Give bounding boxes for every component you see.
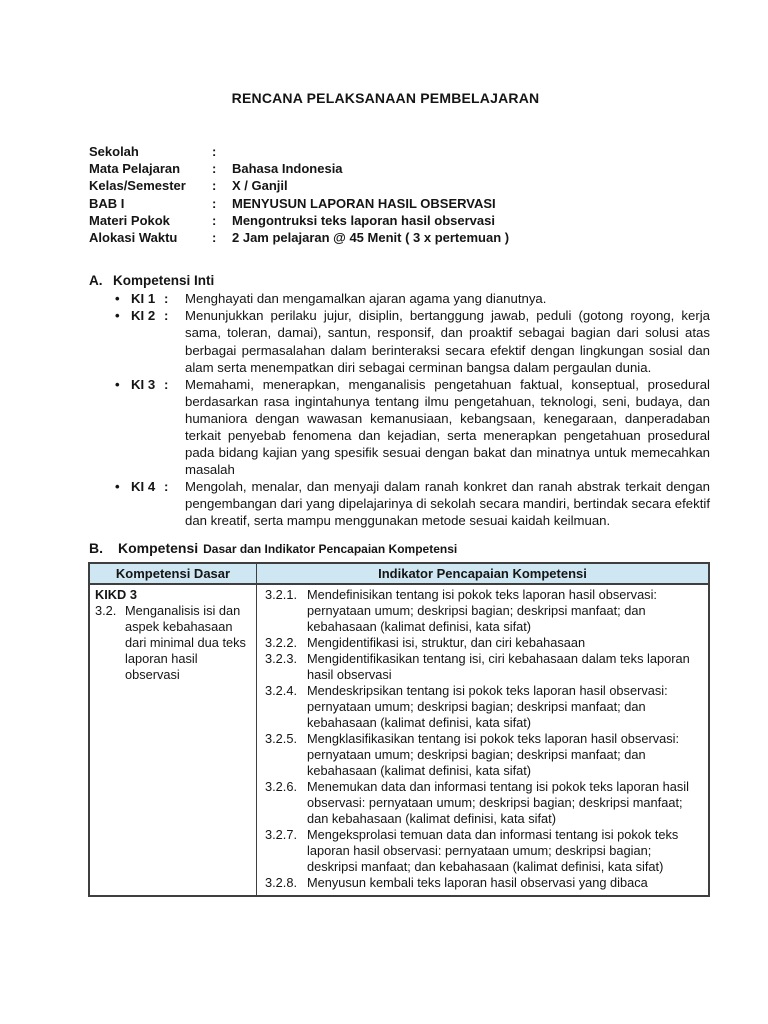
info-label: Mata Pelajaran [89, 161, 181, 177]
indicator-item-5 [261, 731, 704, 779]
table-body-row [89, 584, 709, 896]
kompetensi-dasar-cell [89, 584, 257, 896]
indicator-number: 3.2.1. [265, 586, 298, 602]
bullet-icon: • [115, 308, 120, 324]
ki-colon: : [164, 291, 169, 307]
indicator-text: Menyusun kembali teks laporan hasil observasi yang dibaca [307, 874, 648, 890]
indicator-text: Mengidentifikasi isi, struktur, dan ciri kebahasaan [307, 634, 586, 650]
bullet-icon: • [115, 291, 120, 307]
bullet-icon: • [115, 376, 120, 392]
kd-item [95, 603, 252, 683]
section-kompetensi-dasar [89, 540, 710, 897]
info-row-materi-pokok [89, 212, 710, 229]
info-colon: : [212, 178, 217, 194]
indicator-number: 3.2.7. [265, 826, 298, 842]
indicator-number: 3.2.2. [265, 634, 298, 650]
info-colon: : [212, 161, 217, 177]
ki-colon: : [164, 308, 169, 324]
indicator-item-6 [261, 779, 704, 827]
indicator-number: 3.2.4. [265, 682, 298, 698]
indicator-text: Mengklasifikasikan tentang isi pokok teks laporan hasil observasi: pernyataan umum; deskripsi bagian; deskripsi manfaat; dan kebahasaan (kalimat definisi, kata sifat) [307, 730, 680, 778]
indicator-text: Mendeskripsikan tentang isi pokok teks laporan hasil observasi: pernyataan umum; deskripsi bagian; deskripsi manfaat; dan kebahasaan (kalimat definisi, kata sifat) [307, 682, 668, 730]
section-letter: A. [89, 273, 103, 289]
info-value: Mengontruksi teks laporan hasil observasi [232, 212, 495, 228]
ki-item-4 [89, 478, 710, 529]
ki-label: KI 1 [131, 291, 156, 307]
ki-list [89, 290, 710, 529]
section-a-heading [89, 272, 710, 289]
ki-item-1 [89, 290, 710, 307]
section-title-big: Kompetensi [118, 539, 199, 556]
indicator-item-8 [261, 875, 704, 891]
info-colon: : [212, 230, 217, 246]
info-label: BAB I [89, 195, 125, 211]
info-value: Bahasa Indonesia [232, 161, 343, 177]
info-value: MENYUSUN LAPORAN HASIL OBSERVASI [232, 195, 496, 211]
column-header-kompetensi-dasar: Kompetensi Dasar [89, 563, 257, 584]
indicator-number: 3.2.8. [265, 874, 298, 890]
indicator-cell [257, 584, 710, 896]
kd-group-label: KIKD 3 [95, 586, 137, 602]
kd-number: 3.2. [95, 602, 117, 618]
indicator-item-2 [261, 635, 704, 651]
info-row-bab [89, 195, 710, 212]
indicator-text: Menemukan data dan informasi tentang isi pokok teks laporan hasil observasi: pernyataan umum; deskripsi bagian; deskripsi manfaat; dan kebahasaan (kalimat definisi, kata sifat) [307, 778, 689, 826]
ki-text: Menghayati dan mengamalkan ajaran agama yang dianutnya. [185, 291, 547, 307]
indicator-item-4 [261, 683, 704, 731]
info-row-alokasi-waktu [89, 229, 710, 246]
info-value [232, 143, 710, 160]
info-block [89, 143, 710, 246]
info-label: Alokasi Waktu [89, 230, 178, 246]
indicator-item-7 [261, 827, 704, 875]
indicator-item-1 [261, 587, 704, 635]
ki-label: KI 4 [131, 479, 156, 495]
info-row-kelas-semester [89, 177, 710, 194]
indicator-item-3 [261, 651, 704, 683]
ki-text: Menunjukkan perilaku jujur, disiplin, bertanggung jawab, peduli (gotong royong, kerja sama, toleran, damai), santun, responsif, dan proaktif sebagai bagian dari solusi atas berbagai permasalahan dalam berinteraksi secara efektif dengan lingkungan sosial dan alam serta menempatkan diri sebagai cerminan bangsa dalam pergaulan dunia. [185, 308, 710, 375]
column-header-indikator: Indikator Pencapaian Kompetensi [257, 563, 710, 584]
indicator-text: Mengeksprolasi temuan data dan informasi tentang isi pokok teks laporan hasil observasi: pernyataan umum; deskripsi bagian; deskripsi manfaat; dan kebahasaan (kalimat definisi, kata sifat) [307, 826, 679, 874]
info-label: Kelas/Semester [89, 178, 186, 194]
info-value: X / Ganjil [232, 178, 288, 194]
kd-indicator-table [88, 562, 710, 897]
info-row-sekolah [89, 143, 710, 160]
info-colon: : [212, 144, 217, 159]
info-row-mata-pelajaran [89, 160, 710, 177]
indicator-number: 3.2.6. [265, 778, 298, 794]
info-colon: : [212, 195, 217, 211]
indicator-number: 3.2.5. [265, 730, 298, 746]
info-label: Materi Pokok [89, 212, 170, 228]
section-title-small: Dasar dan Indikator Pencapaian Kompetensi [203, 541, 458, 556]
section-title: Kompetensi Inti [113, 273, 215, 289]
section-kompetensi-inti [89, 272, 710, 529]
ki-item-3 [89, 376, 710, 479]
ki-colon: : [164, 376, 169, 392]
ki-text: Memahami, menerapkan, menganalisis pengetahuan faktual, konseptual, prosedural berdasarkan rasa ingintahunya tentang ilmu pengetahuan, teknologi, seni, budaya, dan humaniora dengan wawasan kemanusiaan, kebangsaan, kenegaraan, danperadaban terkait penyebab fenomena dan kejadian, serta menerapkan pengetahuan prosedural pada bidang kajian yang spesifik sesuai dengan bakat dan minatnya untuk memecahkan masalah [185, 376, 710, 478]
section-letter: B. [89, 539, 103, 556]
ki-label: KI 2 [131, 308, 156, 324]
page-title: RENCANA PELAKSANAAN PEMBELAJARAN [231, 90, 540, 106]
indicator-number: 3.2.3. [265, 650, 298, 666]
ki-item-2 [89, 307, 710, 375]
indicator-text: Mendefinisikan tentang isi pokok teks laporan hasil observasi: pernyataan umum; deskripsi bagian; deskripsi manfaat; dan kebahasaan (kalimat definisi, kata sifat) [307, 586, 657, 634]
indicator-text: Mengidentifikasikan tentang isi, ciri kebahasaan dalam teks laporan hasil observasi [307, 650, 690, 682]
section-b-heading [89, 540, 710, 557]
info-value: 2 Jam pelajaran @ 45 Menit ( 3 x pertemuan ) [232, 230, 510, 246]
table-header-row [89, 563, 709, 584]
ki-label: KI 3 [131, 376, 156, 392]
ki-text: Mengolah, menalar, dan menyaji dalam ranah konkret dan ranah abstrak terkait dengan pengembangan dari yang dipelajarinya di sekolah secara mandiri, bertindak secara efektif dan kreatif, serta mampu menggunakan metode sesuai kaidah keilmuan. [185, 479, 710, 529]
info-colon: : [212, 212, 217, 228]
info-label: Sekolah [89, 144, 139, 159]
ki-colon: : [164, 479, 169, 495]
kd-text: Menganalisis isi dan aspek kebahasaan dari minimal dua teks laporan hasil observasi [125, 602, 246, 682]
bullet-icon: • [115, 479, 120, 495]
